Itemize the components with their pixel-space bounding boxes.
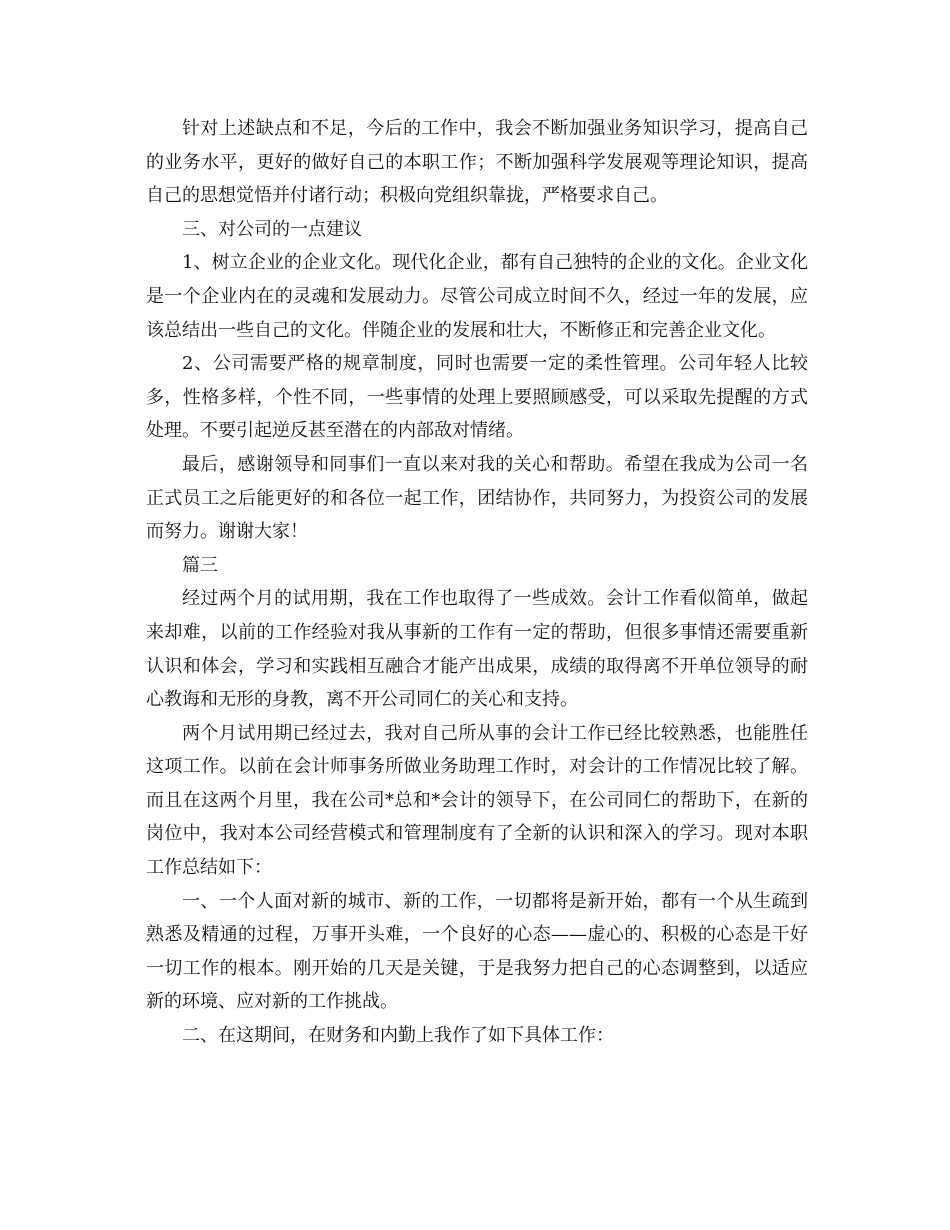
paragraph-trial-summary: 两个月试用期已经过去，我对自己所从事的会计工作已经比较熟悉，也能胜任这项工作。以前在会计师事务所做业务助理工作时，对会计的工作情况比较了解。而且在这两个月里，我在公司*总和*会计的领导下，在公司同仁的帮助下，在新的岗位中，我对本公司经营模式和管理制度有了全新的认识和深入的学习。现对本职工作总结如下： [146,722,808,879]
paragraph-improvement-plan: 针对上述缺点和不足，今后的工作中，我会不断加强业务知识学习，提高自己的业务水平，更好的做好自己的本职工作；不断加强科学发展观等理论知识，提高自己的思想觉悟并付诸行动；积极向党组织靠拢，严格要求自己。 [146,118,808,207]
paragraph-suggestion-2: 2、公司需要严格的规章制度，同时也需要一定的柔性管理。公司年轻人比较多，性格多样，个性不同，一些事情的处理上要照顾感受，可以采取先提醒的方式处理。不要引起逆反甚至潜在的内部敌对情绪。 [146,353,808,442]
document-body [146,112,808,1053]
paragraph-trial-results: 经过两个月的试用期，我在工作也取得了一些成效。会计工作看似简单，做起来却难，以前的工作经验对我从事新的工作有一定的帮助，但很多事情还需要重新认识和体会，学习和实践相互融合才能产出成果，成绩的取得离不开单位领导的耐心教诲和无形的身教，离不开公司同仁的关心和支持。 [146,588,808,711]
paragraph-closing-thanks: 最后，感谢领导和同事们一直以来对我的关心和帮助。希望在我成为公司一名正式员工之后能更好的和各位一起工作，团结协作，共同努力，为投资公司的发展而努力。谢谢大家！ [146,453,808,543]
section-heading-suggestions: 三、对公司的一点建议 [182,218,362,240]
paragraph-point-one: 一、一个人面对新的城市、新的工作，一切都将是新开始，都有一个从生疏到熟悉及精通的过程，万事开头难，一个良好的心态——虚心的、积极的心态是干好一切工作的根本。刚开始的几天是关键，于是我努力把自己的心态调整到，以适应新的环境、应对新的工作挑战。 [146,890,808,1013]
paragraph-suggestion-1: 1、树立企业的企业文化。现代化企业，都有自己独特的企业的文化。企业文化是一个企业内在的灵魂和发展动力。尽管公司成立时间不久，经过一年的发展，应该总结出一些自己的文化。伴随企业的发展和壮大，不断修正和完善企业文化。 [146,252,808,341]
paragraph-point-two: 二、在这期间，在财务和内勤上我作了如下具体工作： [182,1025,614,1047]
section-heading-part-three: 篇三 [182,554,218,576]
